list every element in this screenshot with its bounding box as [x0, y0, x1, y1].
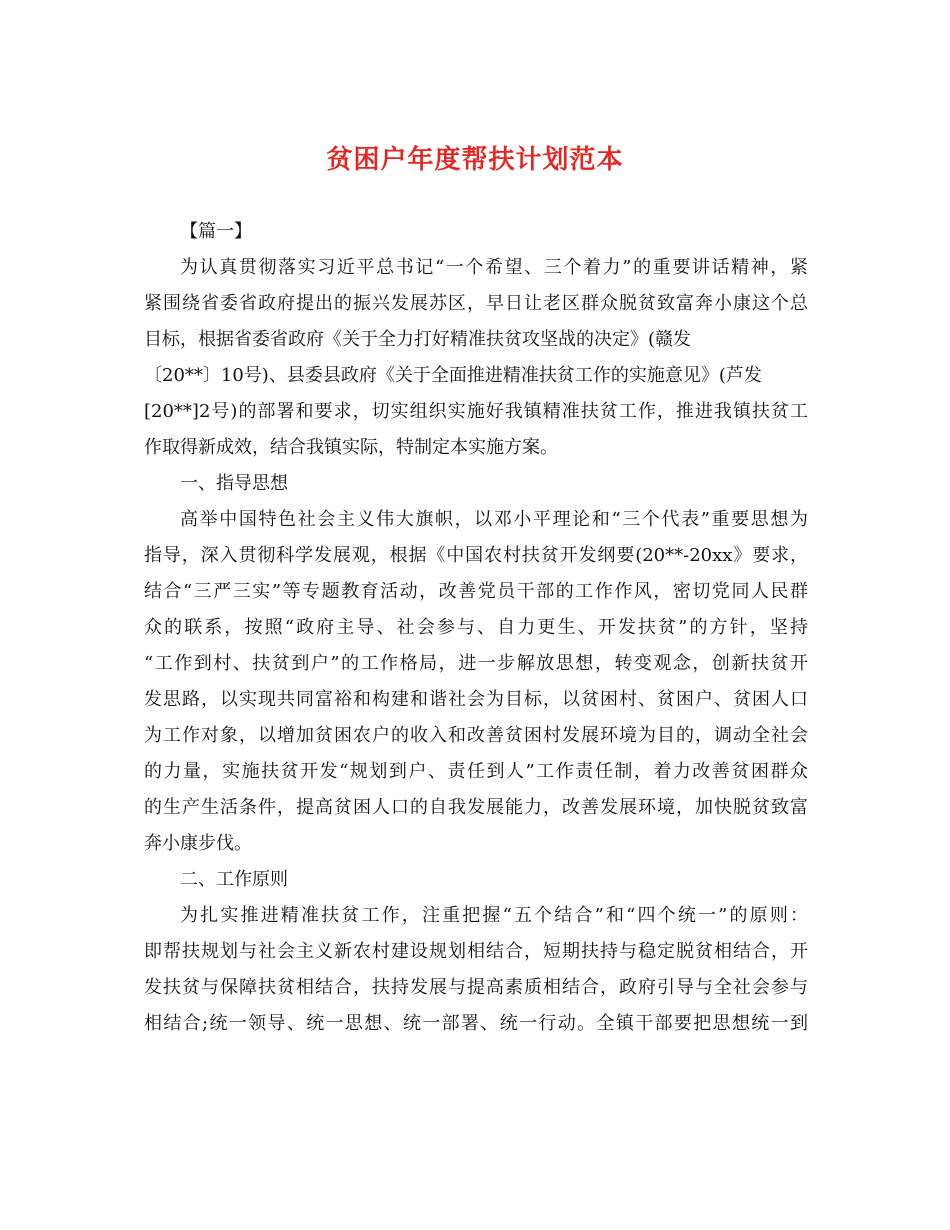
document-line: 目标，根据省委省政府《关于全力打好精准扶贫攻坚战的决定》(赣发 [144, 329, 692, 350]
document-line: 高举中国特色社会主义伟大旗帜，以邓小平理论和“三个代表”重要思想为 [180, 509, 808, 530]
document-line: 〔20**〕10号)、县委县政府《关于全面推进精准扶贫工作的实施意见》(芦发 [144, 365, 762, 386]
document-line: 的生产生活条件，提高贫困人口的自我发展能力，改善发展环境，加快脱贫致富 [144, 797, 808, 818]
document-line: 众的联系，按照“政府主导、社会参与、自力更生、开发扶贫”的方针，坚持 [144, 617, 808, 638]
document-line: 二、工作原则 [180, 869, 288, 890]
document-line: 为认真贯彻落实习近平总书记“一个希望、三个着力”的重要讲话精神，紧 [180, 257, 808, 278]
document-line: 指导，深入贯彻科学发展观，根据《中国农村扶贫开发纲要(20**-20xx》要求， [144, 545, 808, 566]
document-line: 奔小康步伐。 [144, 833, 252, 854]
document-line: 【篇一】 [180, 221, 252, 242]
document-line: 作取得新成效，结合我镇实际，特制定本实施方案。 [144, 437, 558, 458]
document-line: “工作到村、扶贫到户”的工作格局，进一步解放思想，转变观念，创新扶贫开 [144, 653, 808, 674]
document-line: 即帮扶规划与社会主义新农村建设规划相结合，短期扶持与稳定脱贫相结合，开 [144, 941, 808, 962]
document-line: 结合“三严三实”等专题教育活动，改善党员干部的工作作风，密切党同人民群 [144, 581, 808, 602]
document-line: 为工作对象，以增加贫困农户的收入和改善贫困村发展环境为目的，调动全社会 [144, 725, 808, 746]
document-body [144, 214, 808, 1042]
document-line: 发扶贫与保障扶贫相结合，扶持发展与提高素质相结合，政府引导与全社会参与 [144, 977, 808, 998]
document-line: 发思路，以实现共同富裕和构建和谐社会为目标，以贫困村、贫困户、贫困人口 [144, 689, 808, 710]
document-title: 贫困户年度帮扶计划范本 [326, 145, 624, 175]
document-line: 一、指导思想 [180, 473, 288, 494]
document-line: 紧围绕省委省政府提出的振兴发展苏区，早日让老区群众脱贫致富奔小康这个总 [144, 293, 808, 314]
document-line: [20**]2号)的部署和要求，切实组织实施好我镇精准扶贫工作，推进我镇扶贫工 [144, 401, 808, 422]
document-line: 相结合;统一领导、统一思想、统一部署、统一行动。全镇干部要把思想统一到 [144, 1013, 808, 1034]
document-line: 为扎实推进精准扶贫工作，注重把握“五个结合”和“四个统一”的原则： [180, 905, 808, 926]
document-line: 的力量，实施扶贫开发“规划到户、责任到人”工作责任制，着力改善贫困群众 [144, 761, 808, 782]
